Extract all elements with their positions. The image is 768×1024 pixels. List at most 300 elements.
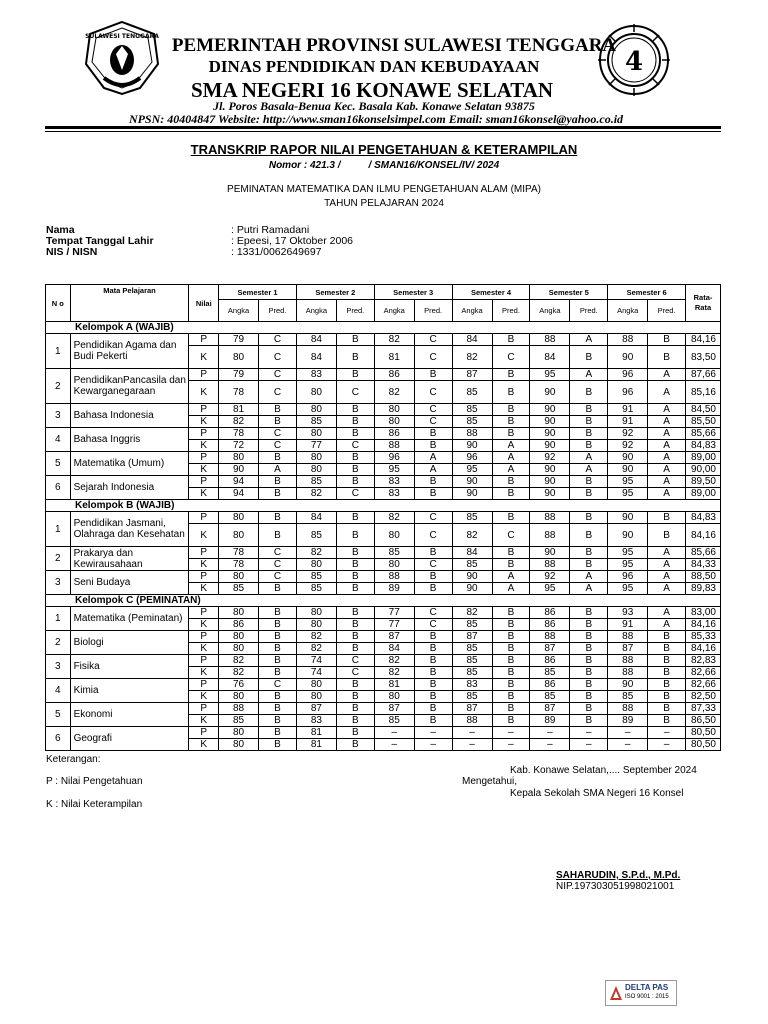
subject-number: 1 [46,334,71,369]
grade-score: 80 [219,452,259,464]
grade-score: 93 [608,607,648,619]
grade-score: – [530,727,570,739]
grade-score: 90 [452,488,492,500]
col-angka: Angka [608,300,648,322]
grade-average: 85,66 [686,428,721,440]
col-mapel: Mata Pelajaran [70,285,189,322]
grade-predicate: B [336,679,374,691]
grade-score: 87 [452,703,492,715]
grade-predicate: B [570,547,608,559]
grade-predicate: C [259,571,297,583]
grade-score: 82 [374,381,414,404]
grade-predicate: C [414,416,452,428]
grade-predicate: B [492,369,530,381]
grade-predicate: B [414,583,452,595]
grade-score: 87 [452,631,492,643]
document-number-prefix: Nomor : 421.3 / [268,160,341,171]
grade-score: 95 [374,464,414,476]
grade-score: 90 [608,452,648,464]
grade-score: 78 [219,559,259,571]
grade-predicate: B [259,691,297,703]
grade-predicate: B [648,524,686,547]
grade-predicate: B [414,655,452,667]
subject-number: 2 [46,631,71,655]
grade-type: K [189,440,219,452]
grade-predicate: B [414,488,452,500]
grade-score: 96 [452,452,492,464]
legend-p: P : Nilai Pengetahuan [46,776,143,787]
grade-predicate: C [414,559,452,571]
table-row [46,512,721,524]
grade-score: 88 [530,512,570,524]
grade-score: 89 [608,715,648,727]
col-rata: Rata- Rata [686,285,721,322]
grade-score: 74 [296,655,336,667]
legend-label: Keterangan: [46,754,101,765]
grade-score: 88 [374,571,414,583]
subject-number: 3 [46,571,71,595]
grade-score: 85 [296,416,336,428]
grade-predicate: B [336,334,374,346]
grade-score: 88 [530,334,570,346]
grade-predicate: A [259,464,297,476]
grade-score: 94 [219,488,259,500]
grade-score: 82 [219,655,259,667]
table-row [46,607,721,619]
grade-score: 83 [296,369,336,381]
grade-predicate: B [492,703,530,715]
col-pred: Pred. [570,300,608,322]
grade-type: P [189,512,219,524]
grade-score: 80 [374,416,414,428]
grade-score: 90 [608,679,648,691]
subject-name: Kimia [70,679,189,703]
grade-predicate: B [570,715,608,727]
grade-score: 84 [296,512,336,524]
grade-score: 78 [219,381,259,404]
grade-score: 81 [374,346,414,369]
signature-mengetahui: Mengetahui, [462,776,518,787]
grade-predicate: B [336,691,374,703]
subject-name: Pendidikan Agama dan Budi Pekerti [70,334,189,369]
grade-predicate: – [570,739,608,751]
grade-score: 90 [530,488,570,500]
signature-place-date: Kab. Konawe Selatan,.... September 2024 [510,765,697,776]
grade-predicate: A [648,488,686,500]
grade-score: 83 [374,488,414,500]
grade-score: 85 [452,643,492,655]
subject-number: 4 [46,428,71,452]
grade-score: 82 [374,667,414,679]
grade-type: K [189,583,219,595]
grade-predicate: B [259,524,297,547]
certification-iso: ISO 9001 : 2015 [625,994,669,1000]
grade-predicate: C [259,440,297,452]
grade-predicate: A [648,452,686,464]
grade-score: 95 [608,488,648,500]
grade-score: 88 [452,715,492,727]
col-sem3: Semester 3 [374,285,452,300]
grade-score: 85 [452,619,492,631]
grade-score: 85 [452,381,492,404]
grade-type: P [189,428,219,440]
grade-score: 80 [296,452,336,464]
col-sem5: Semester 5 [530,285,608,300]
grade-score: 82 [296,643,336,655]
grade-score: 82 [219,416,259,428]
grade-predicate: C [259,679,297,691]
grade-predicate: B [648,346,686,369]
grade-predicate: A [492,571,530,583]
grade-average: 80,50 [686,739,721,751]
grade-score: – [608,727,648,739]
grade-predicate: – [492,727,530,739]
grade-type: P [189,631,219,643]
grade-average: 85,16 [686,381,721,404]
student-nis-value: : 1331/0062649697 [231,246,322,258]
grade-score: 88 [608,631,648,643]
subject-name: Ekonomi [70,703,189,727]
grade-predicate: A [570,583,608,595]
grade-predicate: C [414,607,452,619]
grade-predicate: – [414,727,452,739]
grade-predicate: A [492,452,530,464]
col-pred: Pred. [414,300,452,322]
grade-predicate: B [414,369,452,381]
grade-predicate: C [259,428,297,440]
grade-score: 88 [452,428,492,440]
grade-predicate: B [570,619,608,631]
certification-logo-icon [609,985,623,1001]
subject-name: Seni Budaya [70,571,189,595]
grade-predicate: B [259,739,297,751]
grade-predicate: B [259,715,297,727]
grade-type: K [189,416,219,428]
grade-predicate: B [259,631,297,643]
col-sem6: Semester 6 [608,285,686,300]
grade-score: 81 [219,404,259,416]
col-sem1: Semester 1 [219,285,297,300]
grade-predicate: B [492,381,530,404]
table-row [46,703,721,715]
grade-score: 95 [452,464,492,476]
grade-predicate: B [336,404,374,416]
grade-score: 82 [296,547,336,559]
grade-score: 80 [374,524,414,547]
grade-predicate: B [648,691,686,703]
grade-predicate: B [570,643,608,655]
subject-number: 5 [46,703,71,727]
grade-predicate: C [414,524,452,547]
grade-predicate: B [492,715,530,727]
grade-predicate: B [336,643,374,655]
grade-score: 88 [608,655,648,667]
grade-score: 78 [219,547,259,559]
grade-score: 87 [608,643,648,655]
subject-number: 1 [46,607,71,631]
grade-score: 77 [296,440,336,452]
grade-predicate: B [414,547,452,559]
province-logo-text: SULAWESI TENGGARA [85,33,159,40]
grade-score: 92 [608,428,648,440]
grade-predicate: C [492,524,530,547]
grade-average: 84,16 [686,643,721,655]
grade-predicate: B [570,655,608,667]
grade-score: 76 [219,679,259,691]
subject-number: 6 [46,727,71,751]
grade-score: 86 [374,428,414,440]
grade-predicate: A [648,583,686,595]
grade-score: 83 [296,715,336,727]
grade-predicate: A [648,571,686,583]
grade-score: 90 [452,440,492,452]
grade-score: 78 [219,428,259,440]
grade-score: 90 [219,464,259,476]
grade-predicate: A [648,381,686,404]
grade-predicate: B [259,703,297,715]
grade-average: 89,83 [686,583,721,595]
grade-predicate: B [648,334,686,346]
grade-score: 87 [296,703,336,715]
subject-name: Bahasa Inggris [70,428,189,452]
grade-predicate: B [492,655,530,667]
grade-score: 80 [219,607,259,619]
header-rule-thick [45,126,721,129]
grade-predicate: B [570,428,608,440]
grade-predicate: A [648,476,686,488]
header-address: Jl. Poros Basala-Benua Kec. Basala Kab. Konawe Selatan 93875 [213,99,535,113]
grade-score: 95 [530,583,570,595]
grade-score: 85 [296,571,336,583]
certification-brand: DELTA PAS [625,983,669,992]
grade-score: 85 [296,583,336,595]
grade-score: 88 [530,524,570,547]
grade-score: 90 [530,404,570,416]
grade-type: P [189,607,219,619]
grade-score: 85 [219,715,259,727]
grade-score: 88 [530,631,570,643]
grade-score: 79 [219,369,259,381]
document-year: TAHUN PELAJARAN 2024 [324,198,444,209]
table-row [46,727,721,739]
grade-average: 84,50 [686,404,721,416]
grade-score: 80 [296,691,336,703]
grade-type: P [189,727,219,739]
col-nilai: Nilai [189,285,219,322]
grade-score: 74 [296,667,336,679]
grade-score: 86 [219,619,259,631]
grade-score: 96 [608,571,648,583]
grade-score: 90 [530,416,570,428]
grade-predicate: B [570,607,608,619]
grade-predicate: B [259,404,297,416]
grade-predicate: B [570,631,608,643]
grade-predicate: B [570,381,608,404]
grade-type: K [189,739,219,751]
group-title: Kelompok A (WAJIB) [46,322,721,334]
grade-score: 86 [374,369,414,381]
grade-score: 91 [608,619,648,631]
table-row [46,334,721,346]
grade-predicate: A [648,416,686,428]
grade-predicate: C [259,559,297,571]
grade-average: 84,83 [686,440,721,452]
grade-score: 80 [296,381,336,404]
col-no: N o [46,285,71,322]
grade-score: 90 [608,512,648,524]
grade-predicate: B [414,667,452,679]
grade-predicate: B [336,703,374,715]
grade-score: – [452,739,492,751]
grade-score: 80 [296,428,336,440]
group-row [46,322,721,334]
grade-predicate: B [336,416,374,428]
grade-type: P [189,476,219,488]
grade-predicate: C [414,512,452,524]
grade-score: 87 [374,703,414,715]
grade-type: K [189,691,219,703]
grade-score: 90 [608,346,648,369]
grade-predicate: A [570,334,608,346]
col-sem4: Semester 4 [452,285,530,300]
group-row [46,595,721,607]
grade-predicate: B [414,679,452,691]
student-name-value: : Putri Ramadani [231,224,310,236]
subject-number: 3 [46,655,71,679]
subject-name: Pendidikan Jasmani, Olahraga dan Kesehatan [70,512,189,547]
grade-predicate: A [648,404,686,416]
grade-predicate: B [492,512,530,524]
grade-predicate: C [492,346,530,369]
student-birth-value: : Epeesi, 17 Oktober 2006 [231,235,353,247]
grade-predicate: A [648,607,686,619]
grade-average: 82,66 [686,679,721,691]
grade-score: 90 [530,464,570,476]
grade-score: 96 [608,369,648,381]
grade-predicate: B [570,440,608,452]
grade-score: 81 [296,727,336,739]
grade-score: – [608,739,648,751]
grade-predicate: B [336,464,374,476]
grade-predicate: A [648,464,686,476]
grade-score: 87 [530,643,570,655]
subject-number: 2 [46,369,71,404]
grade-predicate: B [336,346,374,369]
table-row [46,655,721,667]
grade-predicate: B [648,703,686,715]
grade-predicate: – [492,739,530,751]
subject-number: 6 [46,476,71,500]
grade-predicate: A [492,464,530,476]
subject-number: 5 [46,452,71,476]
grade-score: 95 [530,369,570,381]
document-title: TRANSKRIP RAPOR NILAI PENGETAHUAN & KETERAMPILAN [190,142,578,157]
grade-predicate: B [259,643,297,655]
grade-predicate: B [414,428,452,440]
grade-average: 87,33 [686,703,721,715]
grade-score: 95 [608,547,648,559]
grade-average: 85,50 [686,416,721,428]
grade-type: K [189,346,219,369]
grade-score: 86 [530,655,570,667]
grade-score: 77 [374,619,414,631]
grade-predicate: B [259,727,297,739]
grade-score: 84 [452,334,492,346]
subject-name: Bahasa Indonesia [70,404,189,428]
grade-score: 85 [219,583,259,595]
header-school-name: SMA NEGERI 16 KONAWE SELATAN [190,78,554,102]
grade-predicate: B [570,691,608,703]
grade-predicate: C [414,619,452,631]
grade-type: P [189,334,219,346]
grade-predicate: C [414,381,452,404]
grade-score: 87 [530,703,570,715]
col-angka: Angka [530,300,570,322]
grade-predicate: C [414,404,452,416]
grade-predicate: B [336,619,374,631]
grade-predicate: B [259,583,297,595]
grade-score: 91 [608,404,648,416]
grade-score: 90 [452,571,492,583]
school-logo-number: 4 [624,47,644,77]
subject-number: 3 [46,404,71,428]
grade-predicate: B [259,452,297,464]
grade-score: 81 [296,739,336,751]
grade-predicate: B [414,571,452,583]
grade-score: 82 [374,655,414,667]
grade-score: 87 [374,631,414,643]
grade-predicate: B [492,679,530,691]
grade-score: 85 [608,691,648,703]
grade-predicate: B [336,739,374,751]
grade-predicate: B [492,416,530,428]
subject-name: Prakarya dan Kewirausahaan [70,547,189,571]
grade-predicate: A [648,428,686,440]
grade-predicate: B [492,607,530,619]
grade-predicate: B [336,631,374,643]
grade-predicate: B [336,524,374,547]
grade-predicate: A [648,559,686,571]
table-row [46,679,721,691]
grade-predicate: B [336,476,374,488]
student-birth-label: Tempat Tanggal Lahir [46,235,154,247]
grade-predicate: C [259,547,297,559]
grade-predicate: B [648,667,686,679]
grade-predicate: C [336,488,374,500]
grade-predicate: B [570,488,608,500]
document-number [0,160,768,171]
grade-score: 80 [296,619,336,631]
grade-average: 90,00 [686,464,721,476]
grade-score: 88 [608,334,648,346]
grade-type: P [189,655,219,667]
subject-number: 1 [46,512,71,547]
grade-score: 85 [530,691,570,703]
grade-score: 90 [608,524,648,547]
grade-score: 85 [452,416,492,428]
signature-role: Kepala Sekolah SMA Negeri 16 Konsel [510,788,684,799]
col-angka: Angka [296,300,336,322]
grade-score: 79 [219,334,259,346]
grade-predicate: B [570,476,608,488]
grade-score: 80 [219,512,259,524]
col-angka: Angka [374,300,414,322]
grade-predicate: B [570,667,608,679]
table-row [46,547,721,559]
grade-average: 89,50 [686,476,721,488]
grade-score: 80 [219,643,259,655]
document-number-suffix: / SMAN16/KONSEL/IV/ 2024 [368,160,500,171]
